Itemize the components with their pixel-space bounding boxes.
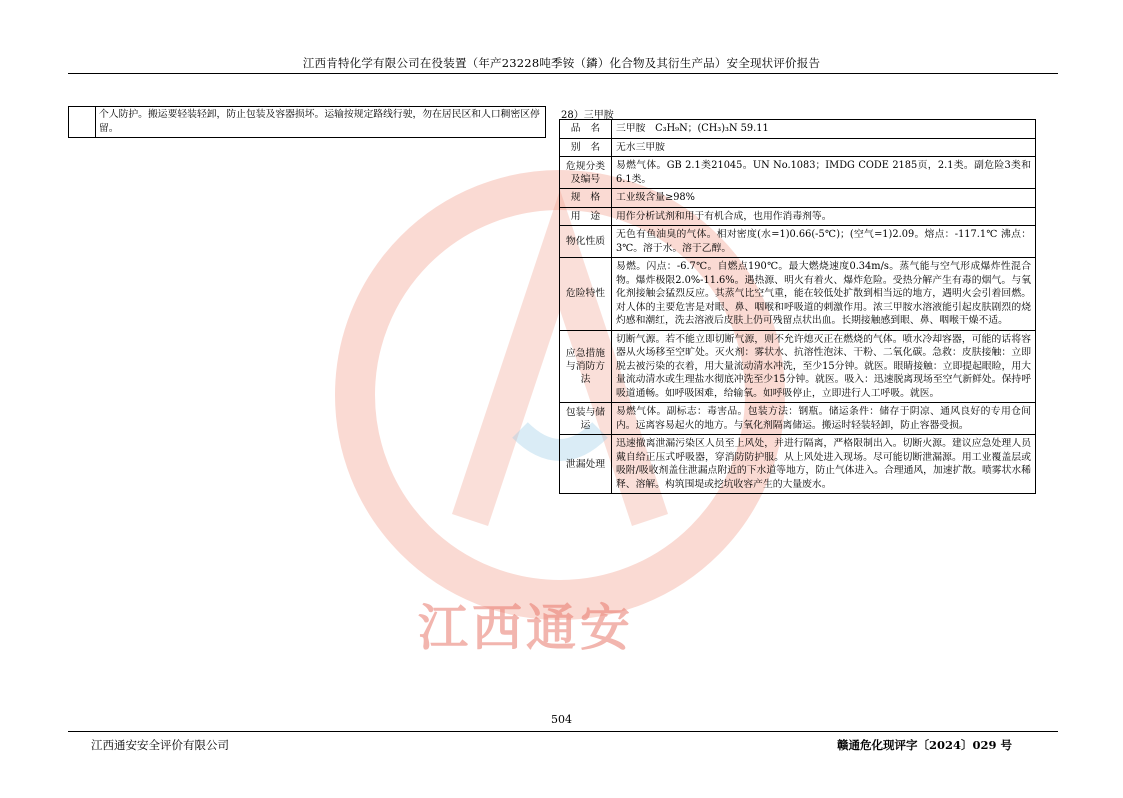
row-value: 无色有鱼油臭的气体。相对密度(水=1)0.66(-5℃)；(空气=1)2.09。熔点：-117.1℃ 沸点：3℃。溶于水。溶于乙醇。 (612, 226, 1036, 258)
page-number: 504 (551, 713, 572, 726)
row-label: 危险特性 (560, 258, 612, 331)
table-row (560, 157, 1036, 189)
table-row (560, 435, 1036, 494)
row-label: 应急措施与消防方法 (560, 330, 612, 403)
row-label: 用 途 (560, 207, 612, 226)
row-value: 工业级含量≥98% (612, 189, 1036, 208)
table-row (560, 330, 1036, 403)
row-value: 三甲胺 C₃H₉N；(CH₃)₃N 59.11 (612, 120, 1036, 139)
table-row (560, 207, 1036, 226)
table-row (560, 189, 1036, 208)
header-divider (68, 73, 1058, 74)
row-label: 物化性质 (560, 226, 612, 258)
row-value: 迅速撤离泄漏污染区人员至上风处，并进行隔离，严格限制出入。切断火源。建议应急处理人员戴自给正压式呼吸器，穿消防防护服。从上风处进入现场。尽可能切断泄漏源。用工业覆盖层或吸附/吸收剂盖住泄漏点附近的下水道等地方，防止气体进入。合理通风，加速扩散。喷雾状水稀释、溶解。构筑围堤或挖坑收容产生的大量废水。 (612, 435, 1036, 494)
table-row (560, 138, 1036, 157)
footer-divider (68, 731, 1058, 732)
section-title: 28）三甲胺 (561, 110, 614, 121)
row-label: 危规分类及编号 (560, 157, 612, 189)
table-row (69, 107, 546, 138)
header-title: 江西肯特化学有限公司在役装置（年产23228吨季铵（鏻）化合物及其衍生产品）安全现状评价报告 (302, 56, 821, 70)
row-value: 用作分析试剂和用于有机合成，也用作消毒剂等。 (612, 207, 1036, 226)
row-value: 易燃气体。副标志：毒害品。包装方法：钢瓶。储运条件：储存于阴凉、通风良好的专用仓间内。远离容易起火的地方。与氧化剂隔离储运。搬运时轻装轻卸，防止容器受损。 (612, 403, 1036, 435)
continued-table (68, 106, 546, 138)
empty-cell (69, 107, 96, 138)
watermark-text: 江西通安 (418, 599, 634, 657)
table-row (560, 258, 1036, 331)
row-value: 易燃。闪点：-6.7℃。自燃点190℃。最大燃烧速度0.34m/s。蒸气能与空气形成爆炸性混合物。爆炸极限2.0%-11.6%。遇热源、明火有着火、爆炸危险。受热分解产生有毒的烟气。与氧化剂接触会猛烈反应。其蒸气比空气重，能在较低处扩散到相当远的地方，遇明火会引着回燃。对人体的主要危害是对眼、鼻、咽喉和呼吸道的刺激作用。浓三甲胺水溶液能引起皮肤剧烈的烧灼感和潮红，洗去溶液后皮肤上仍可残留点状出血。长期接触感到眼、鼻、咽喉干燥不适。 (612, 258, 1036, 331)
row-value: 易燃气体。GB 2.1类21045。UN No.1083；IMDG CODE 2185页，2.1类。副危险3类和6.1类。 (612, 157, 1036, 189)
row-label: 包装与储运 (560, 403, 612, 435)
row-value: 无水三甲胺 (612, 138, 1036, 157)
row-label: 别 名 (560, 138, 612, 157)
table-row (560, 403, 1036, 435)
row-label: 泄漏处理 (560, 435, 612, 494)
row-value: 切断气源。若不能立即切断气源，则不允许熄灭正在燃烧的气体。喷水冷却容器，可能的话将容器从火场移至空旷处。灭火剂：雾状水、抗溶性泡沫、干粉、二氧化碳。急救：皮肤接触：立即脱去被污染的衣着，用大量流动清水冲洗，至少15分钟。就医。眼睛接触：立即提起眼睑，用大量流动清水或生理盐水彻底冲洗至少15分钟。就医。吸入：迅速脱离现场至空气新鲜处。保持呼吸道通畅。如呼吸困难，给输氧。如呼吸停止，立即进行人工呼吸。就医。 (612, 330, 1036, 403)
footer-company: 江西通安安全评价有限公司 (91, 738, 229, 752)
chemical-properties-table (559, 119, 1036, 494)
table-row (560, 120, 1036, 139)
row-label: 规 格 (560, 189, 612, 208)
left-cell-text: 个人防护。搬运要轻装轻卸，防止包装及容器损坏。运输按规定路线行驶，勿在居民区和人口稠密区停留。 (96, 107, 546, 138)
footer-doc-number: 赣通危化现评字〔2024〕029 号 (836, 738, 1012, 752)
row-label: 品 名 (560, 120, 612, 139)
table-row (560, 226, 1036, 258)
